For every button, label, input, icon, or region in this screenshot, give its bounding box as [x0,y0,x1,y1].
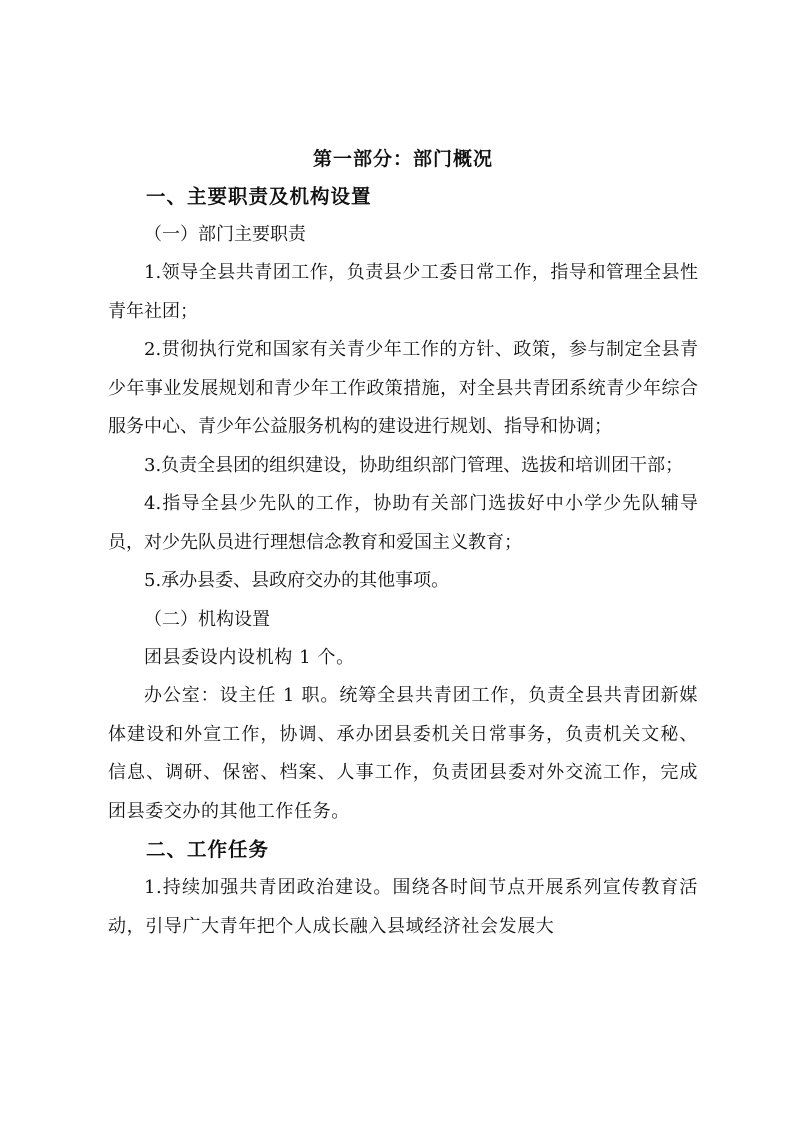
org-structure-paragraph: 团县委设内设机构 1 个。 [144,646,355,668]
document-title: 第一部分：部门概况 [312,148,493,170]
document-body [108,140,698,946]
duty-item-3: 3.负责全县团的组织建设，协助组织部门管理、选拔和培训团干部； [144,454,684,476]
duty-item-5: 5.承办县委、县政府交办的其他事项。 [144,570,450,591]
duty-item-2: 2.贯彻执行党和国家有关青少年工作的方针、政策，参与制定全县青少年事业发展规划和青少年工作政策措施，对全县共青团系统青少年综合服务中心、青少年公益服务机构的建设进行规划、指导和协调； [108,339,698,437]
section-heading-duties-and-structure: 一、主要职责及机构设置 [146,185,372,208]
duty-item-4: 4.指导全县少先队的工作，协助有关部门选拔好中小学少先队辅导员，对少先队员进行理想信念教育和爱国主义教育； [108,493,698,553]
section-heading-work-tasks: 二、工作任务 [146,838,270,861]
duty-item-1: 1.领导全县共青团工作，负责县少工委日常工作，指导和管理全县性青年社团； [108,262,698,322]
subsection-heading-org-structure: （二）机构设置 [144,608,270,630]
subsection-heading-main-duties: （一）部门主要职责 [144,224,306,245]
work-task-paragraph-1: 1.持续加强共青团政治建设。围绕各时间节点开展系列宣传教育活动，引导广大青年把个人成长融入县域经济社会发展大 [108,877,698,937]
office-description-paragraph: 办公室：设主任 1 职。统筹全县共青团工作，负责全县共青团新媒体建设和外宣工作，协调、承办团县委机关日常事务，负责机关文秘、信息、调研、保密、档案、人事工作，负责团县委对外交流工作，完成团县委交办的其他工作任务。 [108,685,698,822]
